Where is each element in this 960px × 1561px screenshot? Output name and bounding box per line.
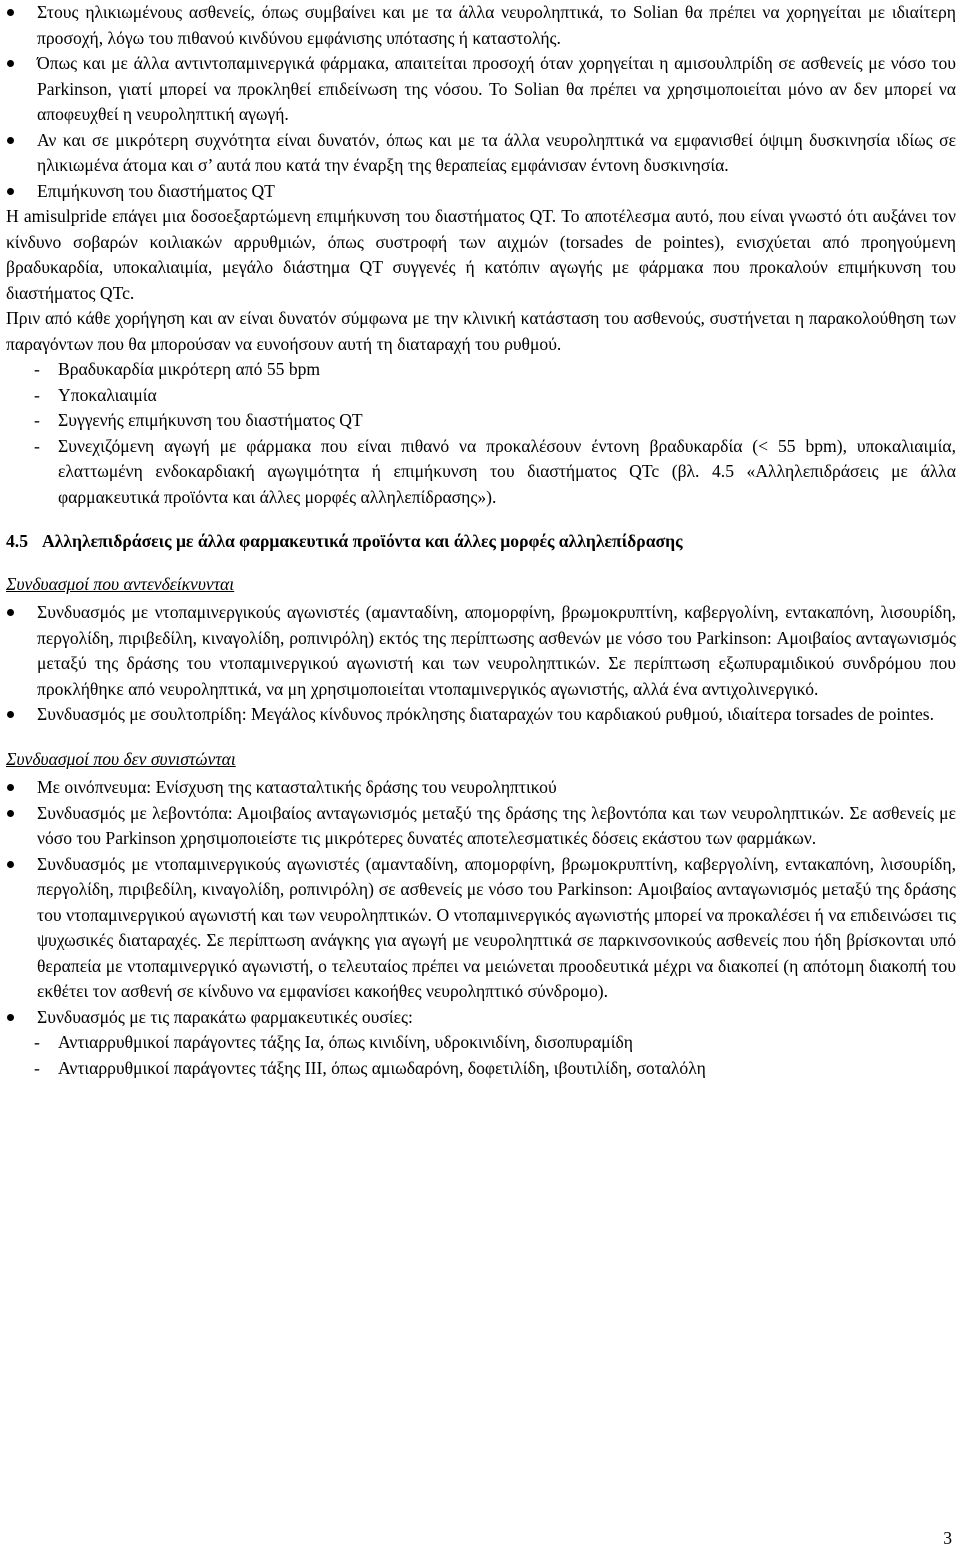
risk-factor-item <box>6 383 956 409</box>
contraindicated-heading: Συνδυασμοί που αντενδείκνυνται <box>6 573 235 594</box>
list-item <box>6 0 956 51</box>
not-recommended-heading: Συνδυασμοί που δεν συνιστώνται <box>6 748 236 769</box>
list-item-text: Επιμήκυνση του διαστήματος QT <box>37 180 275 201</box>
section-number: 4.5 <box>6 531 28 551</box>
list-item <box>6 600 956 702</box>
list-item-text: Στους ηλικιωμένους ασθενείς, όπως συμβαίνει και με τα άλλα νευροληπτικά, το Solian θα πρέπει να χορηγείται με ιδιαίτερη προσοχή, λόγω του πιθανού κινδύνου εμφάνισης υπότασης ή καταστολής. <box>37 2 956 48</box>
risk-factor-item <box>6 357 956 383</box>
list-item-text: Όπως και με άλλα αντιντοπαμινεργικά φάρμακα, απαιτείται προσοχή όταν χορηγείται η αμισουλπρίδη σε ασθενείς με νόσο του Parkinson, γιατί μπορεί να προκληθεί επιδείνωση της νόσου. Το Solian θα πρέπει να χρησιμοποιείται μόνο αν δεν μπορεί να αποφευχθεί η νευροληπτική αγωγή. <box>37 53 956 124</box>
sub-list-item-text: Αντιαρρυθμικοί παράγοντες τάξης Ια, όπως κινιδίνη, υδροκινιδίνη, δισοπυραμίδη <box>58 1032 633 1052</box>
list-item-text: Συνδυασμός με λεβοντόπα: Αμοιβαίος ανταγωνισμός μεταξύ της δράσης της λεβοντόπα και των νευροληπτικών. Σε ασθενείς με νόσο του Parkinson χρησιμοποιείστε τις μικρότερες δυνατές αποτελεσματικές δόσεις εκάστου των φαρμάκων. <box>37 802 956 848</box>
list-item-text: Αν και σε μικρότερη συχνότητα είναι δυνατόν, όπως και με τα άλλα νευροληπτικά να εμφανισθεί όψιμη δυσκινησία ιδίως σε ηλικιωμένα άτομα και σ’ αυτά που κατά την έναρξη της θεραπείας εμφάνισαν έντονη δυσκινησία. <box>37 129 956 175</box>
page-number: 3 <box>943 1528 952 1548</box>
risk-factor-text: Συνεχιζόμενη αγωγή με φάρμακα που είναι πιθανό να προκαλέσουν έντονη βραδυκαρδία (< 55 bpm), υποκαλιαιμία, ελαττωμένη ενδοκαρδιακή αγωγιμότητα ή επιμήκυνση του διαστήματος QTc (βλ. 4.5 «Αλληλεπιδράσεις με άλλα φαρμακευτικά προϊόντα και άλλες μορφές αλληλεπίδρασης»). <box>58 435 956 507</box>
section-title: Αλληλεπιδράσεις με άλλα φαρμακευτικά προϊόντα και άλλες μορφές αλληλεπίδρασης <box>42 531 683 551</box>
risk-factor-item <box>6 408 956 434</box>
dash-marker: - <box>34 359 40 379</box>
list-item <box>6 128 956 179</box>
list-item <box>6 1005 956 1031</box>
page-content <box>6 0 956 1081</box>
risk-factor-text: Συγγενής επιμήκυνση του διαστήματος QT <box>58 410 363 430</box>
list-item <box>6 801 956 852</box>
sub-list-item <box>6 1030 956 1056</box>
dash-marker: - <box>34 435 40 456</box>
dash-marker: - <box>34 384 40 405</box>
sub-list-item <box>6 1056 956 1082</box>
list-item-text: Συνδυασμός με ντοπαμινεργικούς αγωνιστές (αμανταδίνη, απομορφίνη, βρωμοκρυπτίνη, καβεργολίνη, εντακαπόνη, λισουρίδη, περγολίδη, πιριβεδίλη, κιναγολίδη, ροπινιρόλη) εκτός της περίπτωσης ασθενών με νόσο του Parkinson: Αμοιβαίος ανταγωνισμός μεταξύ της δράσης του ντοπαμινεργικού αγωνιστή και των νευροληπτικών. Σε περίπτωση εξωπυραμιδικού συνδρόμου που προκλήθηκε από νευροληπτικά, να μη χρησιμοποιείται ντοπαμινεργικός αγωνιστής, αλλά ένα αντιχολινεργικό. <box>37 602 956 699</box>
dash-marker: - <box>34 1032 40 1052</box>
list-item-text: Συνδυασμός με σουλτοπρίδη: Μεγάλος κίνδυνος πρόκλησης διαταραχών του καρδιακού ρυθμού, ιδιαίτερα torsades de pointes. <box>37 704 935 724</box>
risk-factor-item <box>6 434 956 511</box>
spacer <box>6 728 956 747</box>
risk-factor-text: Υποκαλιαιμία <box>58 384 157 405</box>
risk-factor-text: Βραδυκαρδία μικρότερη από 55 bpm <box>58 359 321 379</box>
dash-marker: - <box>34 410 40 430</box>
list-item-text: Με οινόπνευμα: Ενίσχυση της κατασταλτικής δράσης του νευροληπτικού <box>37 777 557 797</box>
dash-marker: - <box>34 1057 40 1078</box>
qt-paragraph: Η amisulpride επάγει μια δοσοεξαρτώμενη επιμήκυνση του διαστήματος QT. Το αποτέλεσμα αυτό, που είναι γνωστό ότι αυξάνει τον κίνδυνο σοβαρών κοιλιακών αρρυθμιών, όπως συστροφή των αιχμών (torsades de pointes), ενισχύεται από προηγούμενη βραδυκαρδία, υποκαλιαιμία, μεγάλο διάστημα QT συγγενές ή κατόπιν αγωγής με φάρμακα που προκαλούν επιμήκυνση του διαστήματος QTc. <box>6 206 956 303</box>
list-item-text: Συνδυασμός με ντοπαμινεργικούς αγωνιστές (αμανταδίνη, απομορφίνη, βρωμοκρυπτίνη, καβεργολίνη, εντακαπόνη, λισουρίδη, περγολίδη, πιριβεδίλη, κιναγολίδη, ροπινιρόλη) σε ασθενείς με νόσο του Parkinson: Αμοιβαίος ανταγωνισμός μεταξύ της δράσης του ντοπαμινεργικού αγωνιστή και των νευροληπτικών. Ο ντοπαμινεργικός αγωνιστής μπορεί να προκαλέσει ή να επιδεινώσει τις ψυχωσικές διαταραχές. Σε περίπτωση ανάγκης για αγωγή με νευροληπτικά σε παρκινσονικούς ασθενείς που ήδη βρίσκονται υπό θεραπεία με ντοπαμινεργικό αγωνιστή, ο τελευταίος πρέπει να μειώνεται προοδευτικά μέχρι να διακοπεί (η απότομη διακοπή του εκθέτει τον ασθενή σε κίνδυνο να εμφανίσει κακοήθες νευροληπτικό σύνδρομο). <box>37 853 956 1001</box>
list-item <box>6 179 956 205</box>
list-item <box>6 775 956 801</box>
monitoring-paragraph: Πριν από κάθε χορήγηση και αν είναι δυνατόν σύμφωνα με την κλινική κατάσταση του ασθενούς, συστήνεται η παρακολούθηση των παραγόντων που θα μπορούσαν να ευνοήσουν αυτή τη διαταραχή του ρυθμού. <box>6 308 956 354</box>
list-item <box>6 852 956 1005</box>
section-heading <box>6 529 956 555</box>
sub-list-item-text: Αντιαρρυθμικοί παράγοντες τάξης III, όπως αμιωδαρόνη, δοφετιλίδη, ιβουτιλίδη, σοταλόλη <box>58 1057 706 1078</box>
list-item-text: Συνδυασμός με τις παρακάτω φαρμακευτικές ουσίες: <box>37 1006 413 1027</box>
list-item <box>6 702 956 728</box>
list-item <box>6 51 956 128</box>
